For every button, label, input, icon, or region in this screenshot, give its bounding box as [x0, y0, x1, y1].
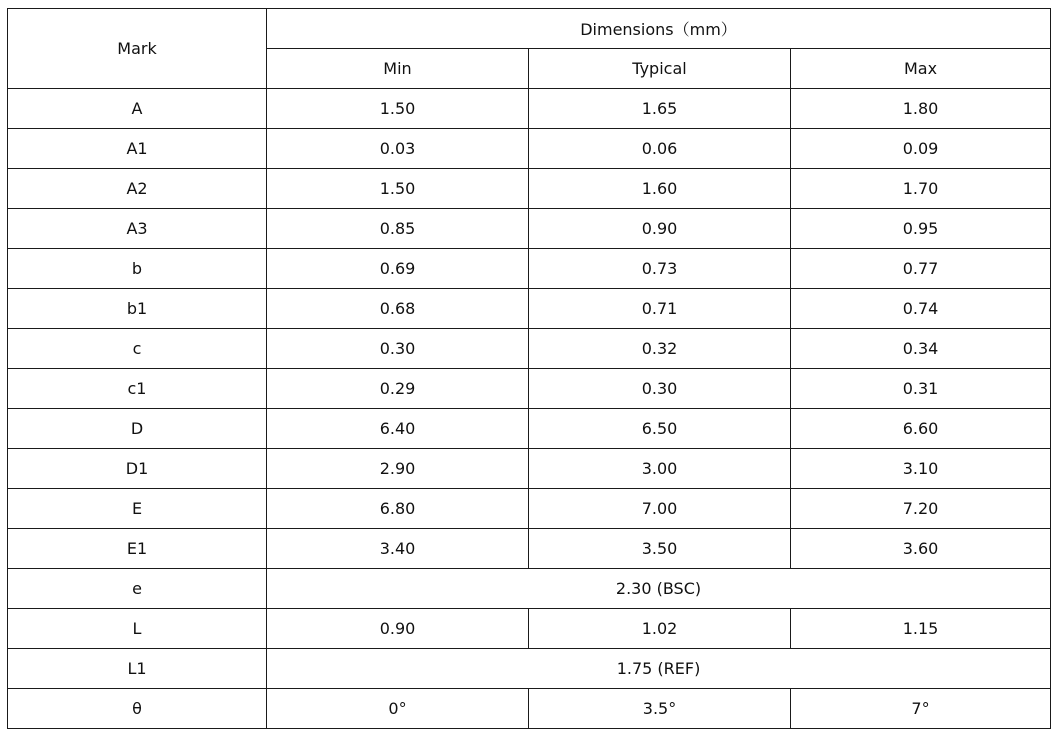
table-row [8, 649, 1051, 689]
mark-column-header: Mark [8, 9, 267, 89]
typical-cell: 1.60 [529, 169, 791, 209]
typical-cell: 0.32 [529, 329, 791, 369]
table-row [8, 609, 1051, 649]
max-cell: 3.10 [791, 449, 1051, 489]
min-cell: 6.40 [267, 409, 529, 449]
table-row [8, 449, 1051, 489]
min-cell: 3.40 [267, 529, 529, 569]
max-cell: 7.20 [791, 489, 1051, 529]
min-cell: 2.90 [267, 449, 529, 489]
min-cell: 0.29 [267, 369, 529, 409]
typical-cell: 6.50 [529, 409, 791, 449]
max-cell: 0.77 [791, 249, 1051, 289]
mark-cell: E [8, 489, 267, 529]
table-row [8, 369, 1051, 409]
typical-cell: 3.5° [529, 689, 791, 729]
mark-cell: L [8, 609, 267, 649]
mark-cell: θ [8, 689, 267, 729]
typical-cell: 0.71 [529, 289, 791, 329]
max-cell: 0.09 [791, 129, 1051, 169]
min-cell: 1.50 [267, 169, 529, 209]
table-row [8, 529, 1051, 569]
mark-cell: b1 [8, 289, 267, 329]
typical-cell: 1.65 [529, 89, 791, 129]
mark-cell: c1 [8, 369, 267, 409]
table-row [8, 209, 1051, 249]
typical-cell: 7.00 [529, 489, 791, 529]
table-row [8, 409, 1051, 449]
table-row [8, 129, 1051, 169]
mark-cell: A3 [8, 209, 267, 249]
table-row [8, 249, 1051, 289]
typical-cell: 0.90 [529, 209, 791, 249]
max-cell: 6.60 [791, 409, 1051, 449]
typical-cell: 1.02 [529, 609, 791, 649]
max-cell: 7° [791, 689, 1051, 729]
table-row [8, 689, 1051, 729]
max-column-header: Max [791, 49, 1051, 89]
min-column-header: Min [267, 49, 529, 89]
mark-cell: D [8, 409, 267, 449]
typical-cell: 0.06 [529, 129, 791, 169]
table-row [8, 289, 1051, 329]
max-cell: 0.34 [791, 329, 1051, 369]
table-body [8, 89, 1051, 729]
mark-cell: e [8, 569, 267, 609]
mark-cell: L1 [8, 649, 267, 689]
max-cell: 1.80 [791, 89, 1051, 129]
max-cell: 0.95 [791, 209, 1051, 249]
table-row [8, 569, 1051, 609]
max-cell: 1.15 [791, 609, 1051, 649]
dimensions-group-header: Dimensions（mm） [267, 9, 1051, 49]
min-cell: 0.69 [267, 249, 529, 289]
table-header [8, 9, 1051, 89]
table-row [8, 89, 1051, 129]
mark-cell: A [8, 89, 267, 129]
min-cell: 0.03 [267, 129, 529, 169]
max-cell: 0.31 [791, 369, 1051, 409]
typical-cell: 3.00 [529, 449, 791, 489]
mark-cell: A1 [8, 129, 267, 169]
table-row [8, 169, 1051, 209]
typical-column-header: Typical [529, 49, 791, 89]
mark-cell: D1 [8, 449, 267, 489]
mark-cell: E1 [8, 529, 267, 569]
min-cell: 1.50 [267, 89, 529, 129]
min-cell: 0.68 [267, 289, 529, 329]
table-row [8, 329, 1051, 369]
typical-cell: 0.73 [529, 249, 791, 289]
min-cell: 0.90 [267, 609, 529, 649]
mark-cell: A2 [8, 169, 267, 209]
max-cell: 0.74 [791, 289, 1051, 329]
spanned-value-cell: 1.75 (REF) [267, 649, 1051, 689]
max-cell: 1.70 [791, 169, 1051, 209]
table-row [8, 489, 1051, 529]
typical-cell: 0.30 [529, 369, 791, 409]
min-cell: 6.80 [267, 489, 529, 529]
dimensions-table [7, 8, 1051, 729]
mark-cell: c [8, 329, 267, 369]
dimensions-table-container [7, 8, 1051, 729]
spanned-value-cell: 2.30 (BSC) [267, 569, 1051, 609]
max-cell: 3.60 [791, 529, 1051, 569]
min-cell: 0.30 [267, 329, 529, 369]
min-cell: 0.85 [267, 209, 529, 249]
typical-cell: 3.50 [529, 529, 791, 569]
mark-cell: b [8, 249, 267, 289]
min-cell: 0° [267, 689, 529, 729]
header-row-1 [8, 9, 1051, 49]
